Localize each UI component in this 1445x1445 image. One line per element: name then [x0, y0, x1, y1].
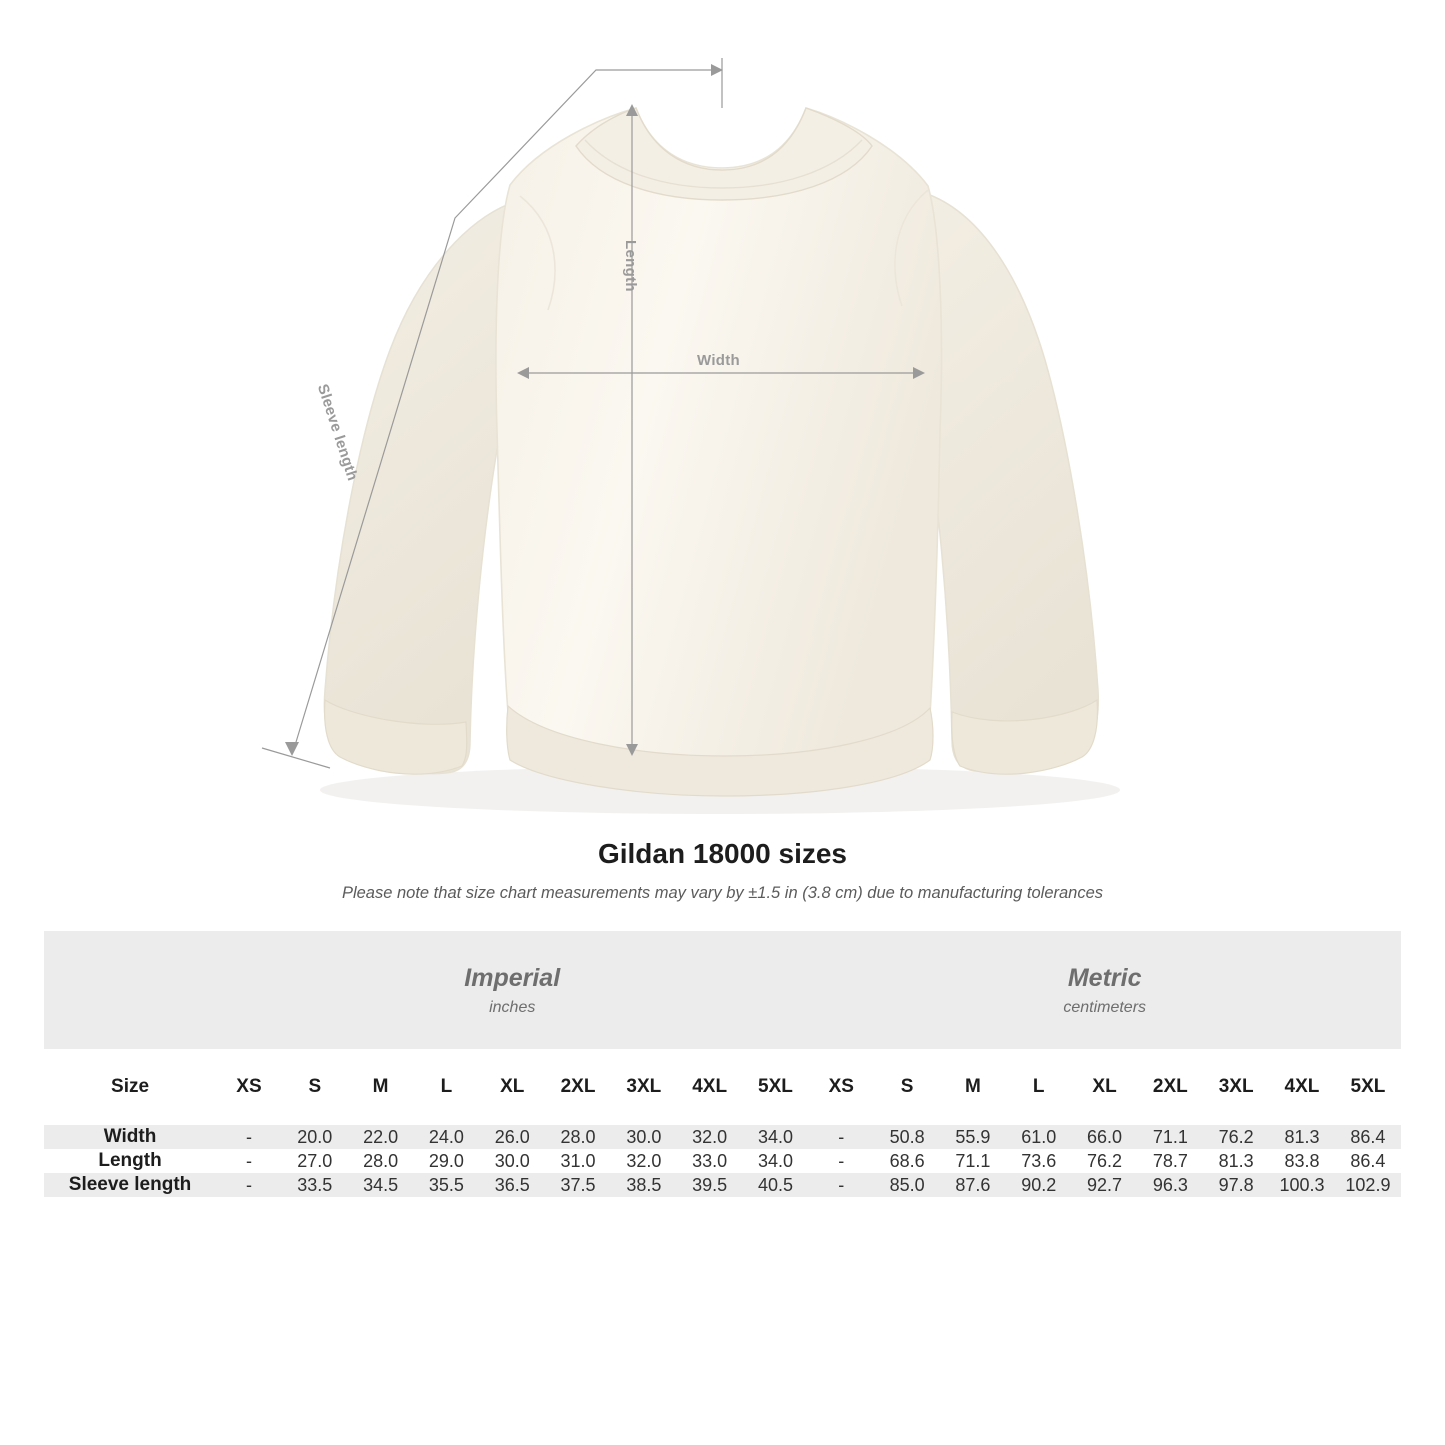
size-header-imperial-5xl: 5XL: [743, 1049, 809, 1125]
table-row: [44, 1173, 1401, 1197]
cell-sleeve-imperial-5xl: 40.5: [743, 1173, 809, 1197]
cell-sleeve-imperial-m: 34.5: [348, 1173, 414, 1197]
system-name-imperial: Imperial: [464, 964, 561, 993]
cell-length-metric-xl: 76.2: [1072, 1149, 1138, 1173]
size-header-imperial-4xl: 4XL: [677, 1049, 743, 1125]
cell-length-metric-m: 71.1: [940, 1149, 1006, 1173]
row-label-width: Width: [44, 1125, 216, 1149]
left-sleeve: [324, 200, 520, 774]
cell-width-metric-m: 55.9: [940, 1125, 1006, 1149]
cell-width-imperial-3xl: 30.0: [611, 1125, 677, 1149]
cell-length-metric-3xl: 81.3: [1203, 1149, 1269, 1173]
size-header-imperial-l: L: [414, 1049, 480, 1125]
cell-width-imperial-l: 24.0: [414, 1125, 480, 1149]
cell-sleeve-metric-4xl: 100.3: [1269, 1173, 1335, 1197]
cell-length-metric-xs: -: [808, 1149, 874, 1173]
size-header-imperial-xl: XL: [479, 1049, 545, 1125]
cell-sleeve-metric-5xl: 102.9: [1335, 1173, 1401, 1197]
cell-sleeve-imperial-xs: -: [216, 1173, 282, 1197]
system-header-spacer: [44, 931, 216, 1049]
size-header-row: [44, 1049, 1401, 1125]
size-header-imperial-3xl: 3XL: [611, 1049, 677, 1125]
sweatshirt-body: [496, 108, 942, 762]
cell-width-imperial-s: 20.0: [282, 1125, 348, 1149]
system-unit-metric: centimeters: [1063, 998, 1147, 1016]
system-unit-imperial: inches: [489, 998, 536, 1016]
cell-length-imperial-m: 28.0: [348, 1149, 414, 1173]
size-header-label: Size: [44, 1049, 216, 1125]
system-name-metric: Metric: [1067, 964, 1142, 993]
size-header-imperial-s: S: [282, 1049, 348, 1125]
cell-width-metric-3xl: 76.2: [1203, 1125, 1269, 1149]
cell-width-imperial-m: 22.0: [348, 1125, 414, 1149]
cell-width-metric-5xl: 86.4: [1335, 1125, 1401, 1149]
cell-length-metric-4xl: 83.8: [1269, 1149, 1335, 1173]
cell-sleeve-imperial-3xl: 38.5: [611, 1173, 677, 1197]
cell-length-imperial-s: 27.0: [282, 1149, 348, 1173]
size-table: [44, 931, 1401, 1197]
cell-sleeve-metric-xs: -: [808, 1173, 874, 1197]
cell-length-imperial-4xl: 33.0: [677, 1149, 743, 1173]
size-header-imperial-2xl: 2XL: [545, 1049, 611, 1125]
cell-width-metric-s: 50.8: [874, 1125, 940, 1149]
cell-sleeve-imperial-2xl: 37.5: [545, 1173, 611, 1197]
size-header-metric-2xl: 2XL: [1137, 1049, 1203, 1125]
cell-sleeve-imperial-l: 35.5: [414, 1173, 480, 1197]
cell-width-imperial-2xl: 28.0: [545, 1125, 611, 1149]
cuff-tick: [262, 748, 330, 768]
length-dimension-label: Length: [622, 240, 639, 292]
cell-length-imperial-xs: -: [216, 1149, 282, 1173]
cell-width-imperial-4xl: 32.0: [677, 1125, 743, 1149]
cell-length-metric-5xl: 86.4: [1335, 1149, 1401, 1173]
cell-sleeve-metric-2xl: 96.3: [1137, 1173, 1203, 1197]
table-row: [44, 1125, 1401, 1149]
system-header-metric: [808, 931, 1401, 1049]
cell-width-imperial-xs: -: [216, 1125, 282, 1149]
title-block: [0, 838, 1445, 903]
size-header-metric-m: M: [940, 1049, 1006, 1125]
size-header-metric-l: L: [1006, 1049, 1072, 1125]
tolerance-note: Please note that size chart measurements may vary by ±1.5 in (3.8 cm) due to manufacturing tolerances: [341, 884, 1104, 902]
cell-width-metric-xs: -: [808, 1125, 874, 1149]
cell-sleeve-imperial-4xl: 39.5: [677, 1173, 743, 1197]
cell-length-imperial-l: 29.0: [414, 1149, 480, 1173]
cell-width-metric-l: 61.0: [1006, 1125, 1072, 1149]
cell-width-metric-xl: 66.0: [1072, 1125, 1138, 1149]
cell-width-metric-4xl: 81.3: [1269, 1125, 1335, 1149]
system-header-row: [44, 931, 1401, 1049]
cell-length-imperial-3xl: 32.0: [611, 1149, 677, 1173]
cell-sleeve-metric-s: 85.0: [874, 1173, 940, 1197]
cell-width-imperial-xl: 26.0: [479, 1125, 545, 1149]
size-header-metric-3xl: 3XL: [1203, 1049, 1269, 1125]
size-header-imperial-m: M: [348, 1049, 414, 1125]
cell-sleeve-imperial-s: 33.5: [282, 1173, 348, 1197]
row-label-length: Length: [44, 1149, 216, 1173]
cell-width-imperial-5xl: 34.0: [743, 1125, 809, 1149]
size-table-wrapper: [44, 931, 1401, 1197]
row-label-sleeve-length: Sleeve length: [44, 1173, 216, 1197]
system-header-imperial: [216, 931, 808, 1049]
width-dimension-label: Width: [697, 352, 741, 369]
cell-length-metric-s: 68.6: [874, 1149, 940, 1173]
cell-length-imperial-5xl: 34.0: [743, 1149, 809, 1173]
page-title: Gildan 18000 sizes: [597, 838, 848, 869]
cell-sleeve-metric-m: 87.6: [940, 1173, 1006, 1197]
cell-length-metric-2xl: 78.7: [1137, 1149, 1203, 1173]
cell-length-imperial-xl: 30.0: [479, 1149, 545, 1173]
cell-sleeve-imperial-xl: 36.5: [479, 1173, 545, 1197]
cell-length-imperial-2xl: 31.0: [545, 1149, 611, 1173]
cell-sleeve-metric-l: 90.2: [1006, 1173, 1072, 1197]
size-header-metric-xl: XL: [1072, 1049, 1138, 1125]
table-row: [44, 1149, 1401, 1173]
cell-sleeve-metric-3xl: 97.8: [1203, 1173, 1269, 1197]
size-header-metric-xs: XS: [808, 1049, 874, 1125]
size-header-metric-4xl: 4XL: [1269, 1049, 1335, 1125]
cell-width-metric-2xl: 71.1: [1137, 1125, 1203, 1149]
size-header-imperial-xs: XS: [216, 1049, 282, 1125]
sleeve-length-dimension-label: Sleeve length: [313, 382, 362, 483]
size-header-metric-s: S: [874, 1049, 940, 1125]
size-header-metric-5xl: 5XL: [1335, 1049, 1401, 1125]
cell-length-metric-l: 73.6: [1006, 1149, 1072, 1173]
cell-sleeve-metric-xl: 92.7: [1072, 1173, 1138, 1197]
